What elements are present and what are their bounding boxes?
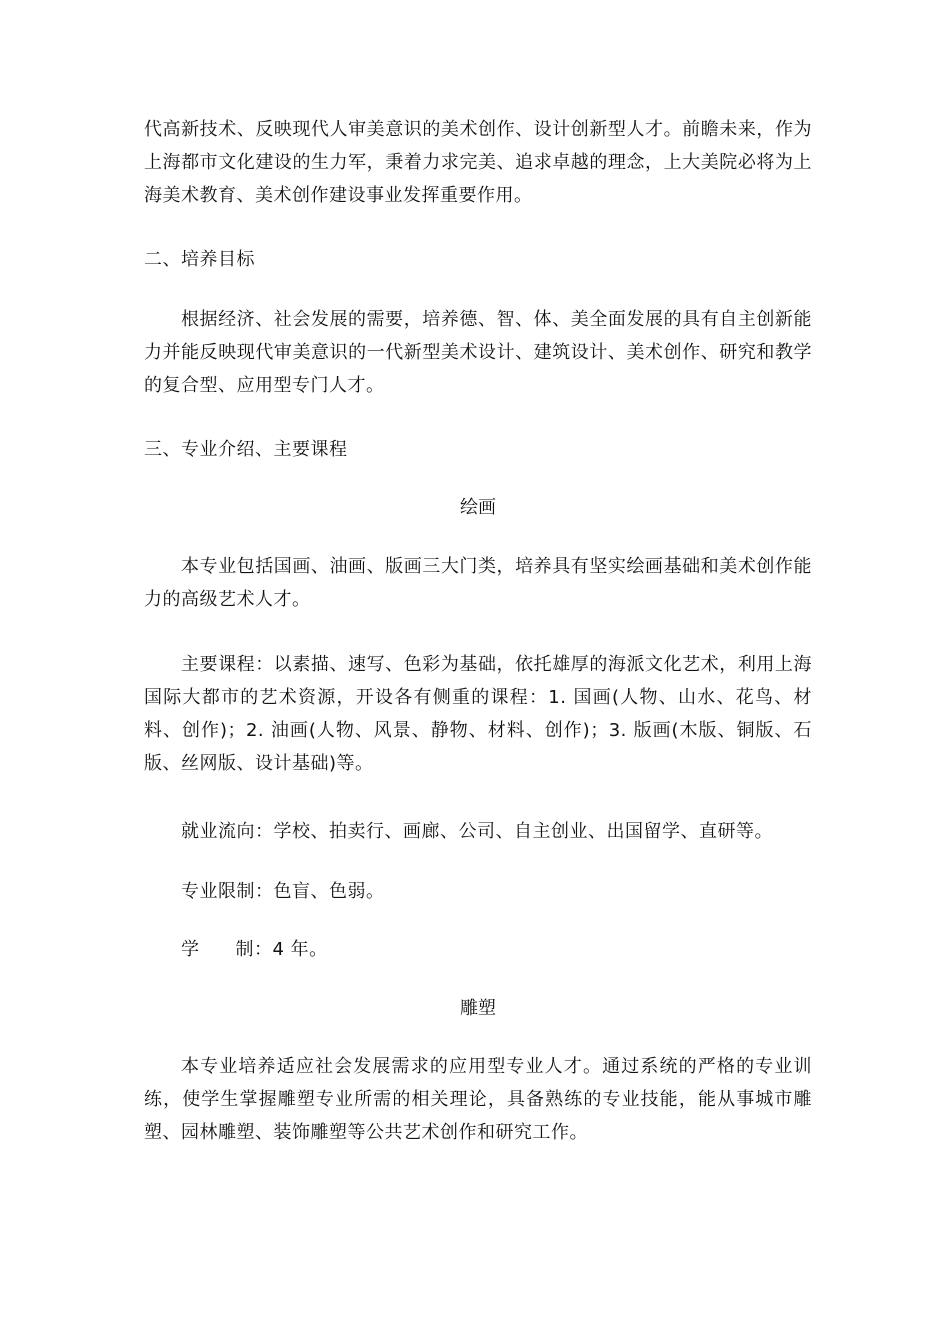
training-goals-paragraph: 根据经济、社会发展的需要，培养德、智、体、美全面发展的具有自主创新能力并能反映现代审美意识的一代新型美术设计、建筑设计、美术创作、研究和教学的复合型、应用型专门人才。 (144, 309, 812, 396)
duration-label-part2: 制： (235, 939, 273, 960)
painting-courses-paragraph: 主要课程：以素描、速写、色彩为基础，依托雄厚的海派文化艺术，利用上海国际大都市的艺术资源，开设各有侧重的课程：1. 国画(人物、山水、花鸟、材料、创作)；2. 油画(人物、风景、静物、材料、创作)；3. 版画(木版、铜版、石版、丝网版、设计基础)等。 (144, 654, 812, 774)
duration-label-part1: 学 (181, 939, 200, 960)
major-title-painting: 绘画 (460, 497, 496, 518)
painting-restriction-paragraph: 专业限制：色盲、色弱。 (181, 881, 385, 902)
duration-value: 4 年。 (272, 939, 328, 960)
painting-intro-paragraph: 本专业包括国画、油画、版画三大门类，培养具有坚实绘画基础和美术创作能力的高级艺术人才。 (144, 556, 812, 610)
major-title-sculpture: 雕塑 (460, 998, 496, 1019)
painting-duration-paragraph (144, 933, 812, 966)
section-heading-majors-courses: 三、专业介绍、主要课程 (144, 439, 348, 460)
painting-employment-paragraph: 就业流向：学校、拍卖行、画廊、公司、自主创业、出国留学、直研等。 (181, 821, 773, 842)
section-heading-training-goals: 二、培养目标 (144, 249, 255, 270)
sculpture-intro-paragraph: 本专业培养适应社会发展需求的应用型专业人才。通过系统的严格的专业训练，使学生掌握雕塑专业所需的相关理论，具备熟练的专业技能，能从事城市雕塑、园林雕塑、装饰雕塑等公共艺术创作和研究工作。 (144, 1056, 812, 1143)
intro-paragraph-tail: 代高新技术、反映现代人审美意识的美术创作、设计创新型人才。前瞻未来，作为上海都市文化建设的生力军，秉着力求完美、追求卓越的理念，上大美院必将为上海美术教育、美术创作建设事业发挥重要作用。 (144, 119, 812, 206)
